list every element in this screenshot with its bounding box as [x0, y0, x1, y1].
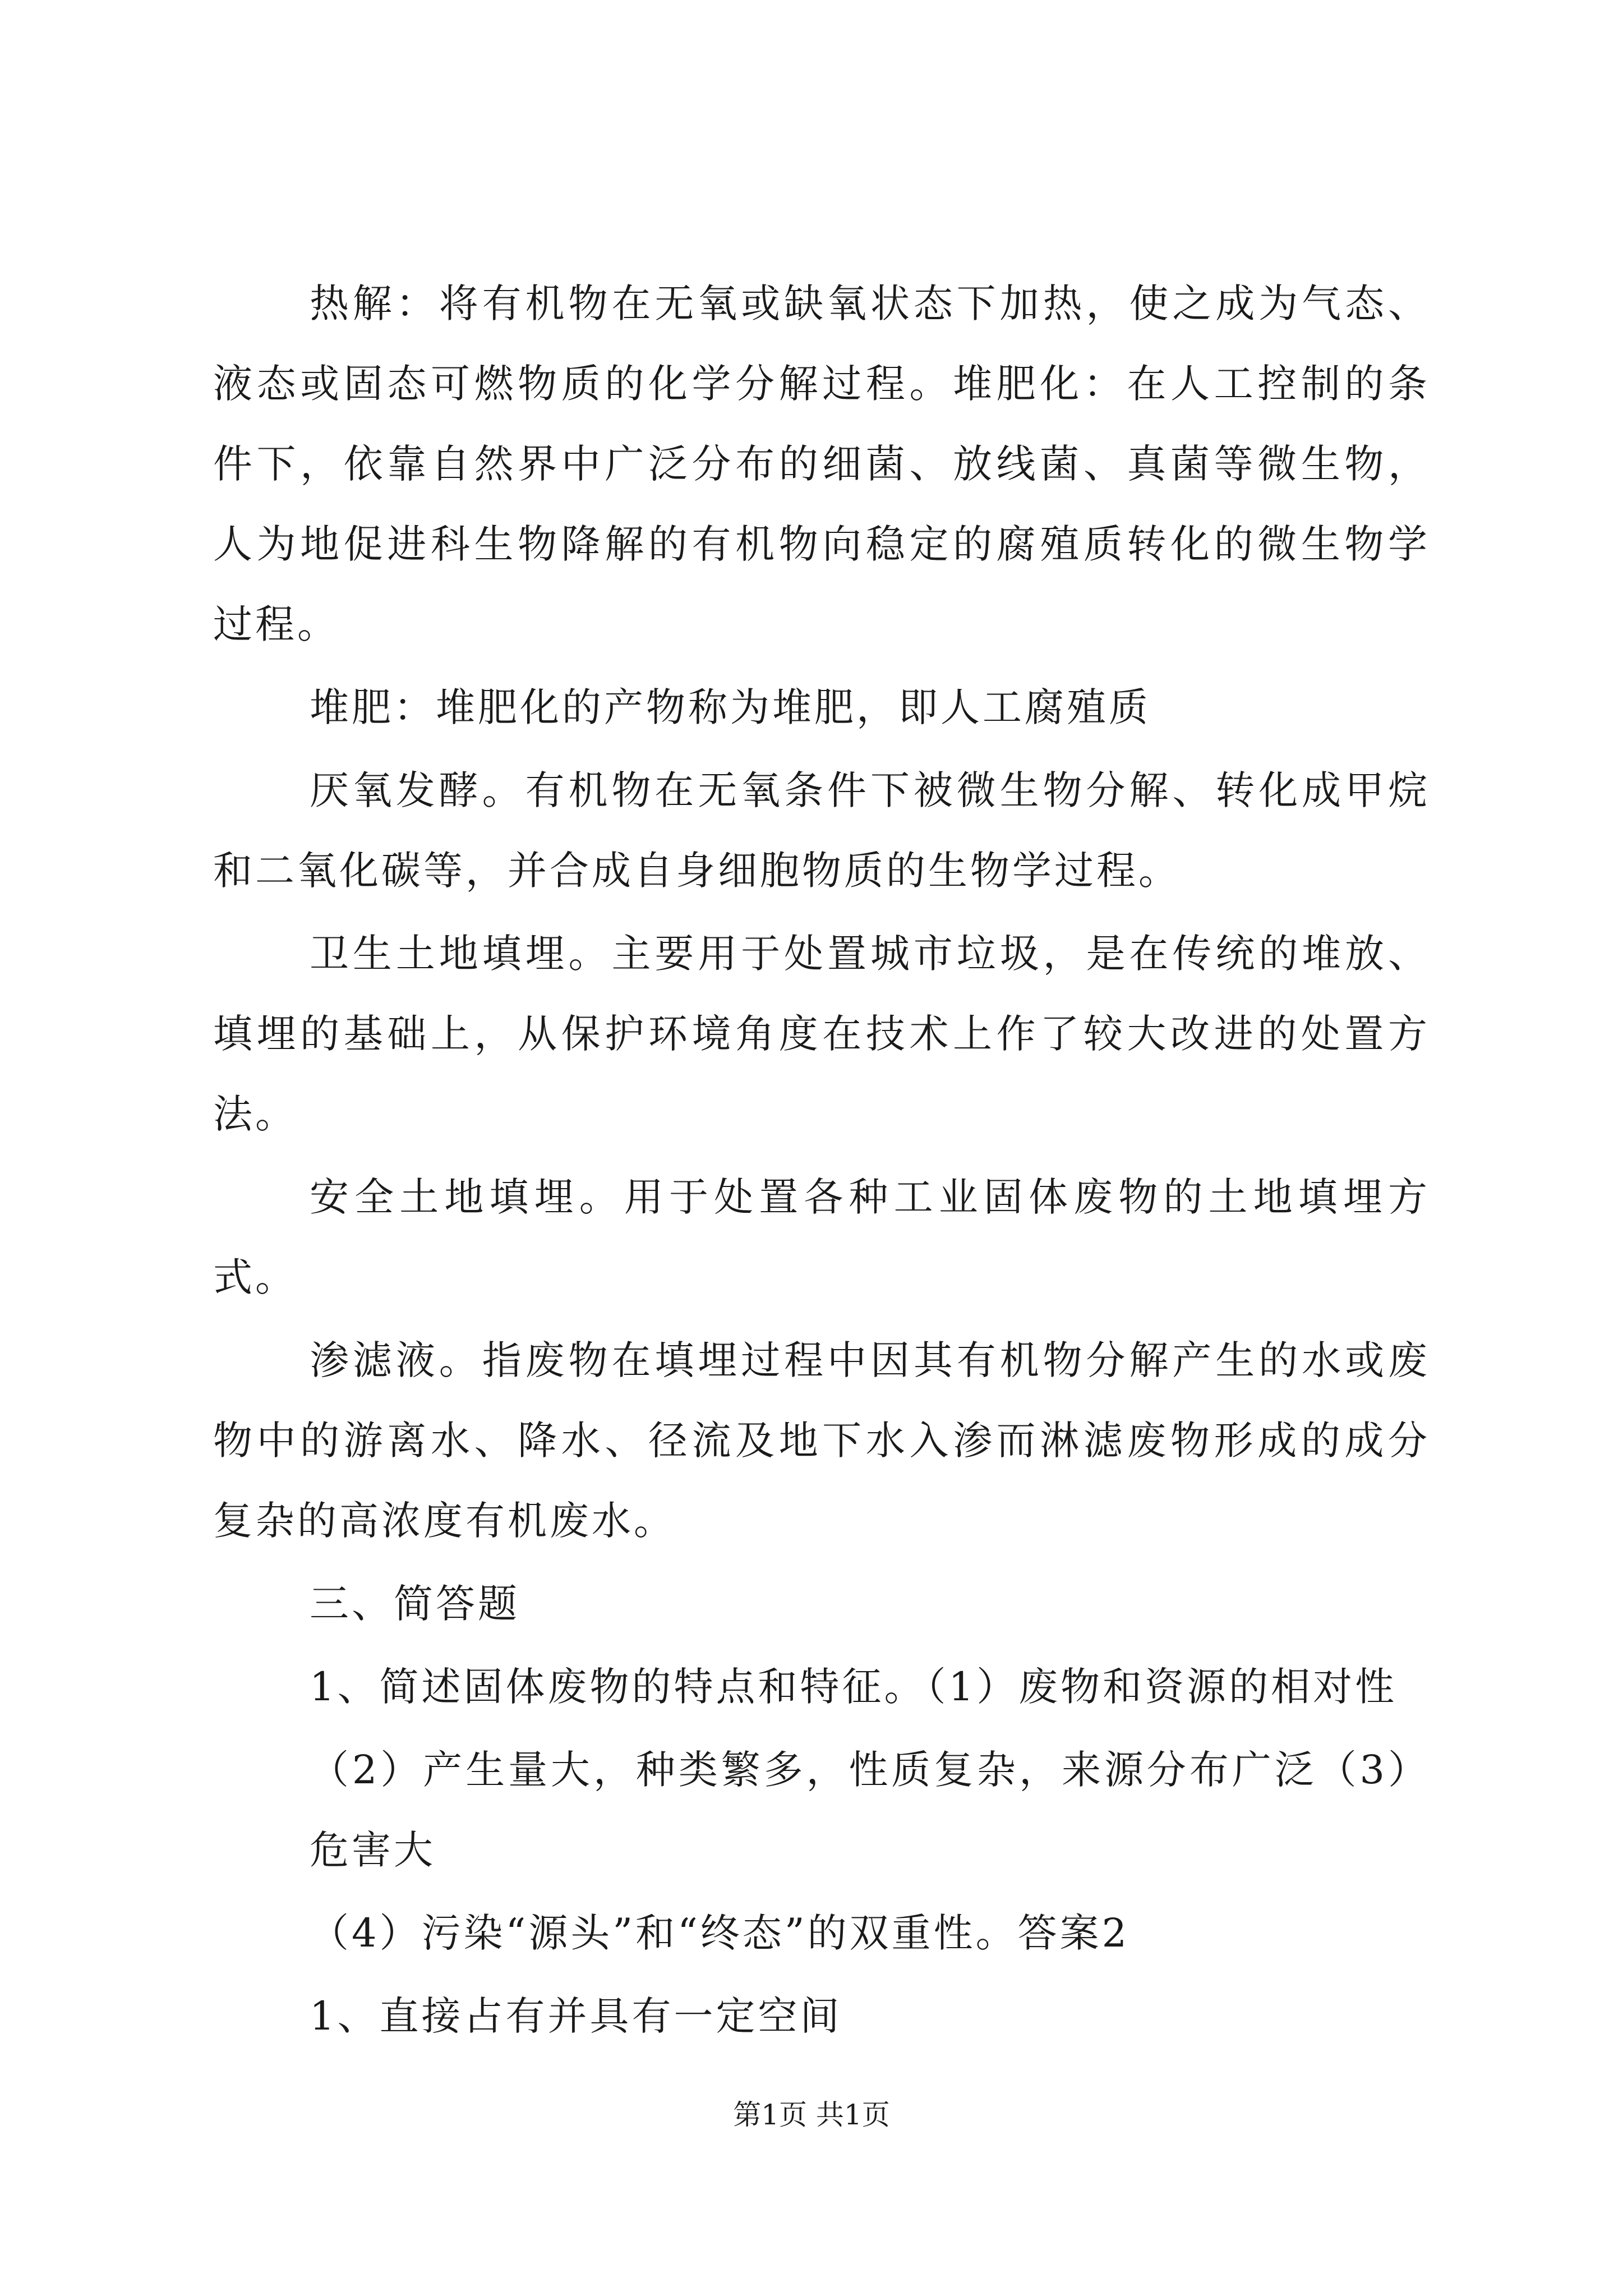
- answer-item-4: （4）污染“源头”和“终态”的双重性。答案2: [310, 1910, 1130, 1956]
- paragraph-anaerobic-fermentation: 厌氧发酵。有机物在无氧条件下被微生物分解、转化成甲烷和二氧化碳等，并合成自身细胞物质的生物学过程。: [213, 767, 1430, 894]
- paragraph-leachate: 渗滤液。指废物在填埋过程中因其有机物分解产生的水或废物中的游离水、降水、径流及地下水入渗而淋滤废物形成的成分复杂的高浓度有机废水。: [213, 1337, 1430, 1544]
- answer-item-2-3: （2）产生量大，种类繁多，性质复杂，来源分布广泛（3）危害大: [310, 1747, 1430, 1873]
- section-heading-short-answer: 三、简答题: [310, 1581, 520, 1627]
- paragraph-sanitary-landfill: 卫生土地填埋。主要用于处置城市垃圾，是在传统的堆放、填埋的基础上，从保护环境角度在技术上作了较大改进的处置方法。: [213, 931, 1430, 1137]
- question-1: 1、简述固体废物的特点和特征。（1）废物和资源的相对性: [310, 1664, 1398, 1710]
- document-body: [213, 264, 1430, 2059]
- paragraph-compost: 堆肥：堆肥化的产物称为堆肥，即人工腐殖质: [310, 684, 1151, 730]
- answer-2-item-1: 1、直接占有并具有一定空间: [310, 1993, 842, 2039]
- paragraph-secure-landfill: 安全土地填埋。用于处置各种工业固体废物的土地填埋方式。: [213, 1174, 1430, 1300]
- paragraph-pyrolysis-composting: 热解：将有机物在无氧或缺氧状态下加热，使之成为气态、液态或固态可燃物质的化学分解过程。堆肥化：在人工控制的条件下，依靠自然界中广泛分布的细菌、放线菌、真菌等微生物，人为地促进科生物降解的有机物向稳定的腐殖质转化的微生物学过程。: [213, 280, 1430, 647]
- page-footer: 第1页 共1页: [733, 2099, 890, 2131]
